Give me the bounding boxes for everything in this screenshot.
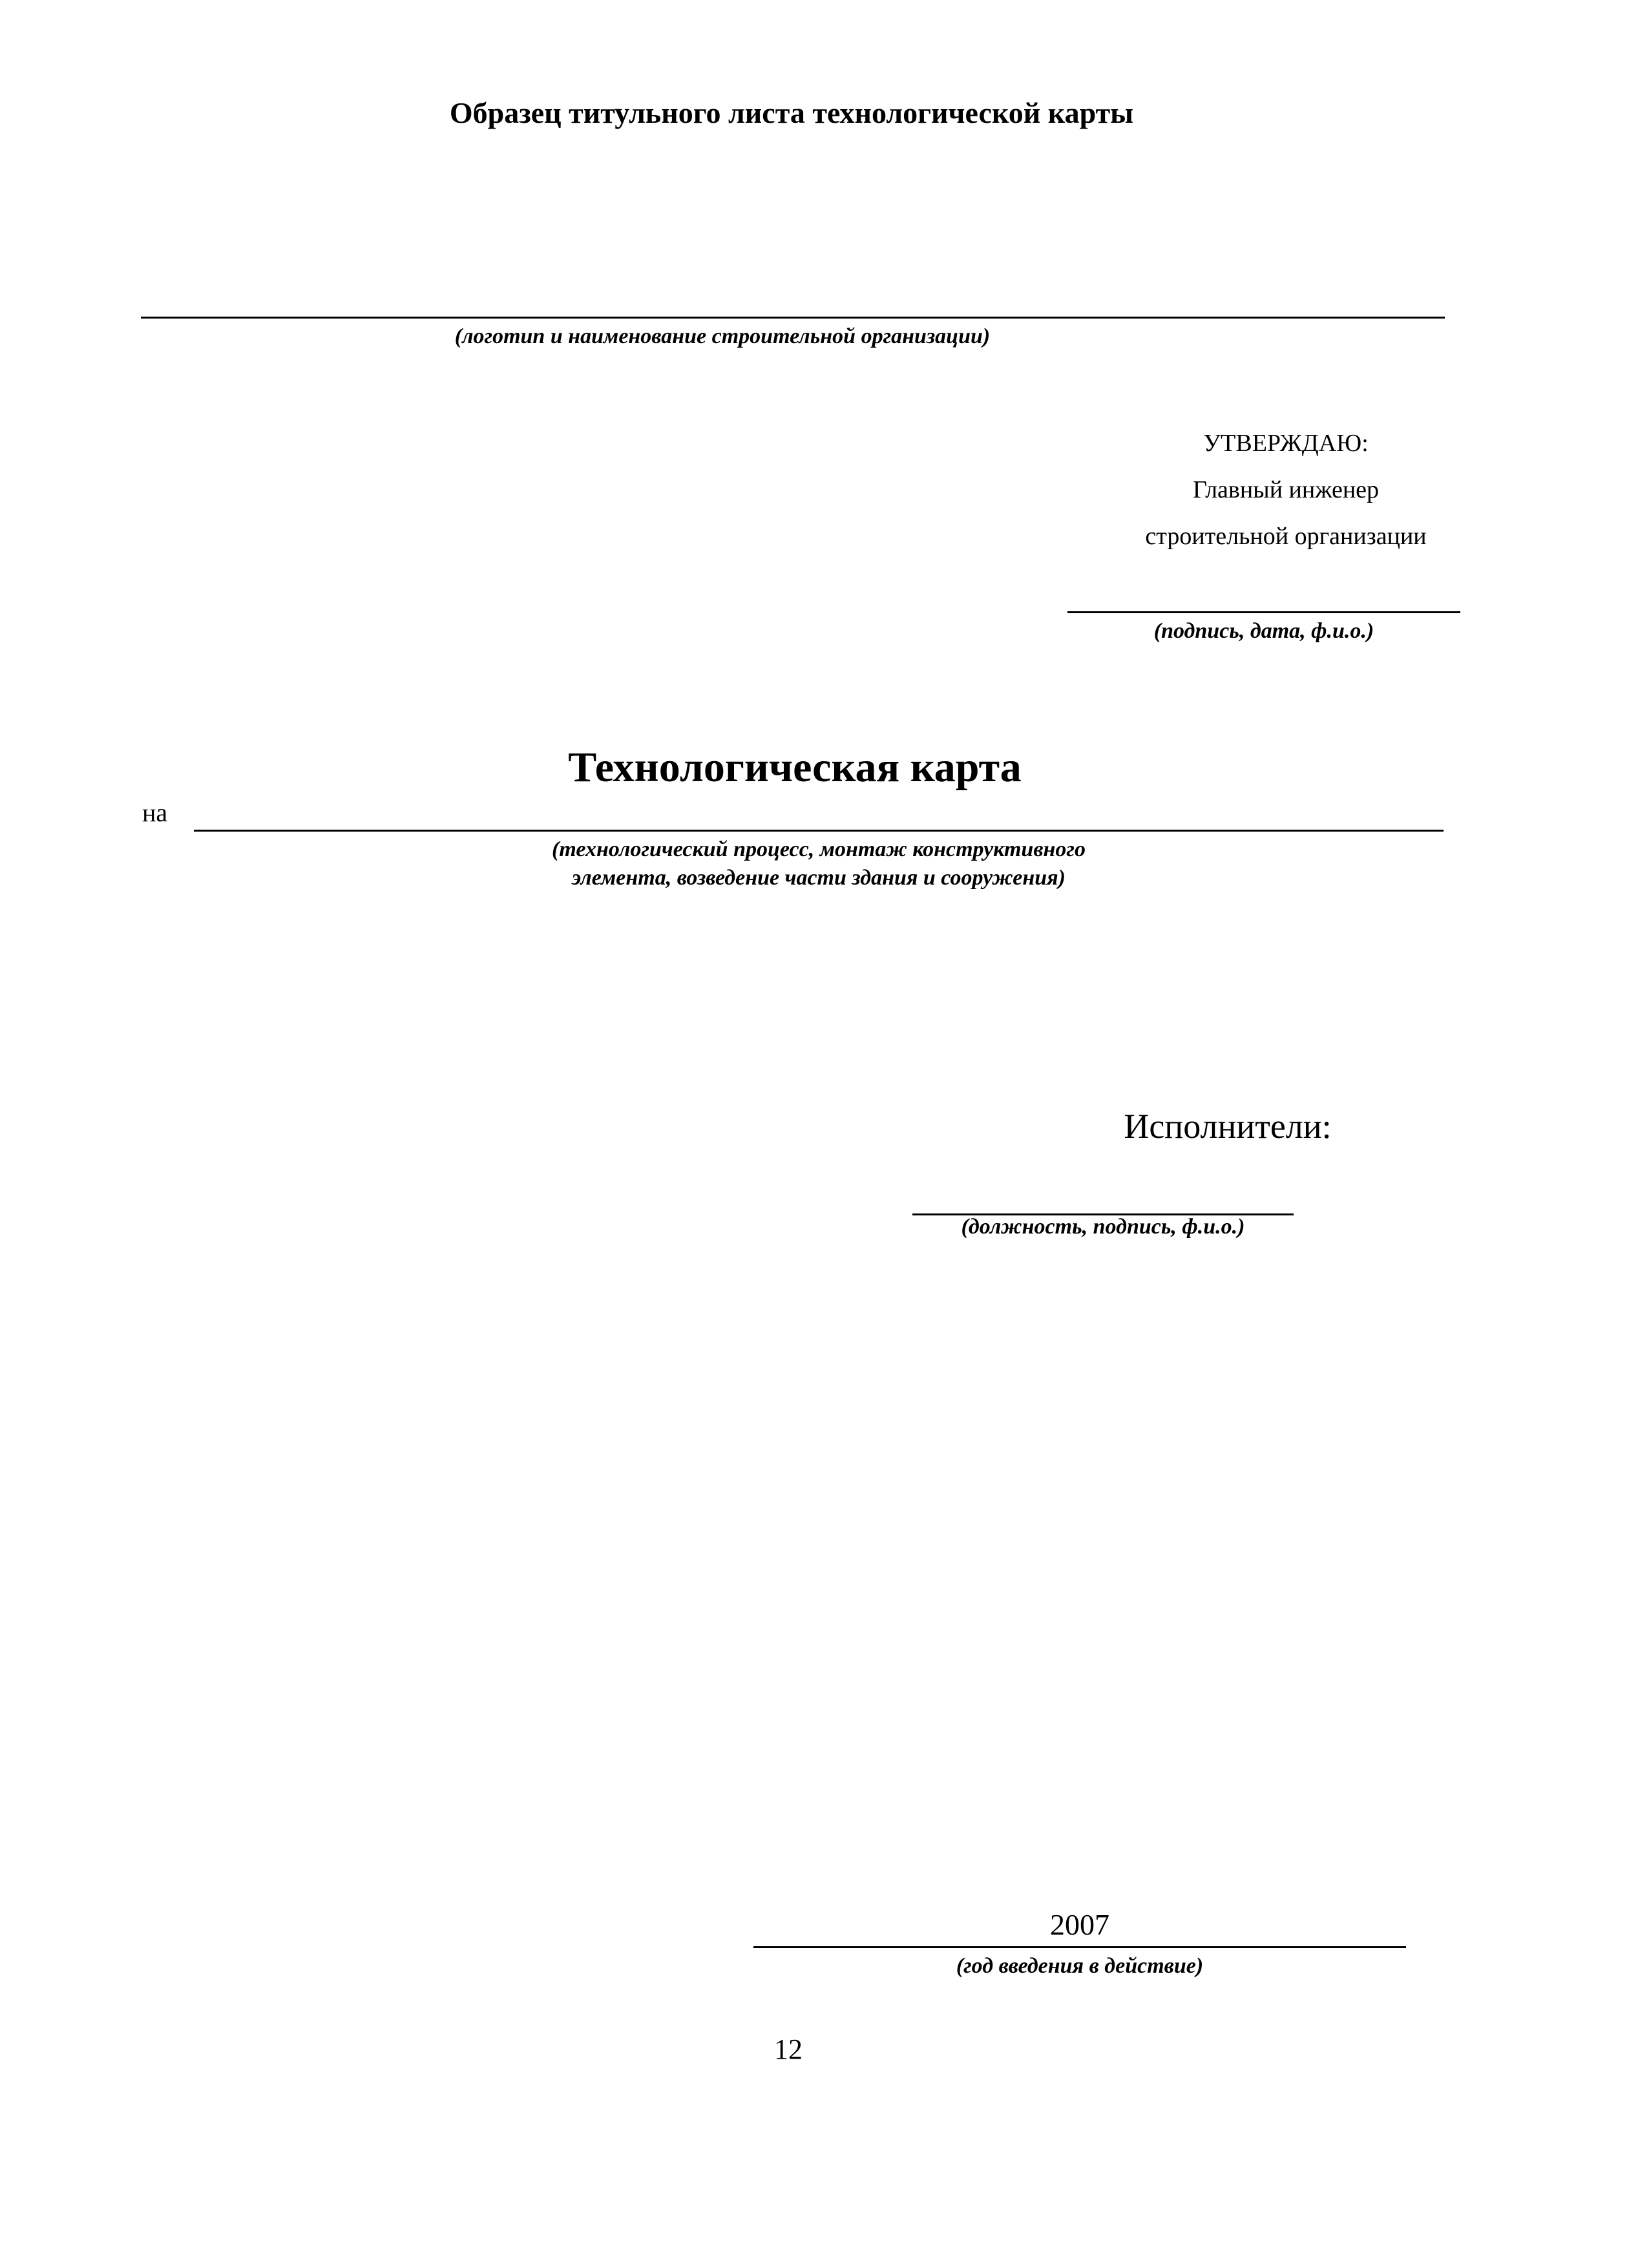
year-caption: (год введения в действие) (956, 1954, 1204, 1978)
organization-caption: (логотип и наименование строительной организации) (454, 324, 991, 348)
approval-signature-caption: (подпись, дата, ф.и.о.) (1153, 619, 1374, 643)
subject-line (194, 830, 1444, 832)
approve-label: УТВЕРЖДАЮ: (1203, 430, 1369, 457)
organization-line (141, 317, 1445, 319)
subject-prefix: на (142, 798, 168, 827)
document-title: Технологическая карта (568, 744, 1022, 791)
approver-position-line1: Главный инженер (1192, 476, 1380, 503)
year-line (753, 1946, 1406, 1948)
page-number: 12 (774, 2033, 803, 2065)
approver-position-line2: строительной организации (1145, 523, 1427, 550)
year-value: 2007 (1050, 1908, 1109, 1941)
subject-caption-line1: (технологический процесс, монтаж конструктивного (552, 837, 1086, 861)
approval-signature-line (1067, 611, 1460, 613)
page-heading: Образец титульного листа технологической карты (449, 96, 1134, 129)
subject-caption-line2: элемента, возведение части здания и сооружения) (572, 866, 1066, 890)
executors-label: Исполнители: (1124, 1107, 1332, 1146)
executors-signature-caption: (должность, подпись, ф.и.о.) (961, 1215, 1245, 1239)
